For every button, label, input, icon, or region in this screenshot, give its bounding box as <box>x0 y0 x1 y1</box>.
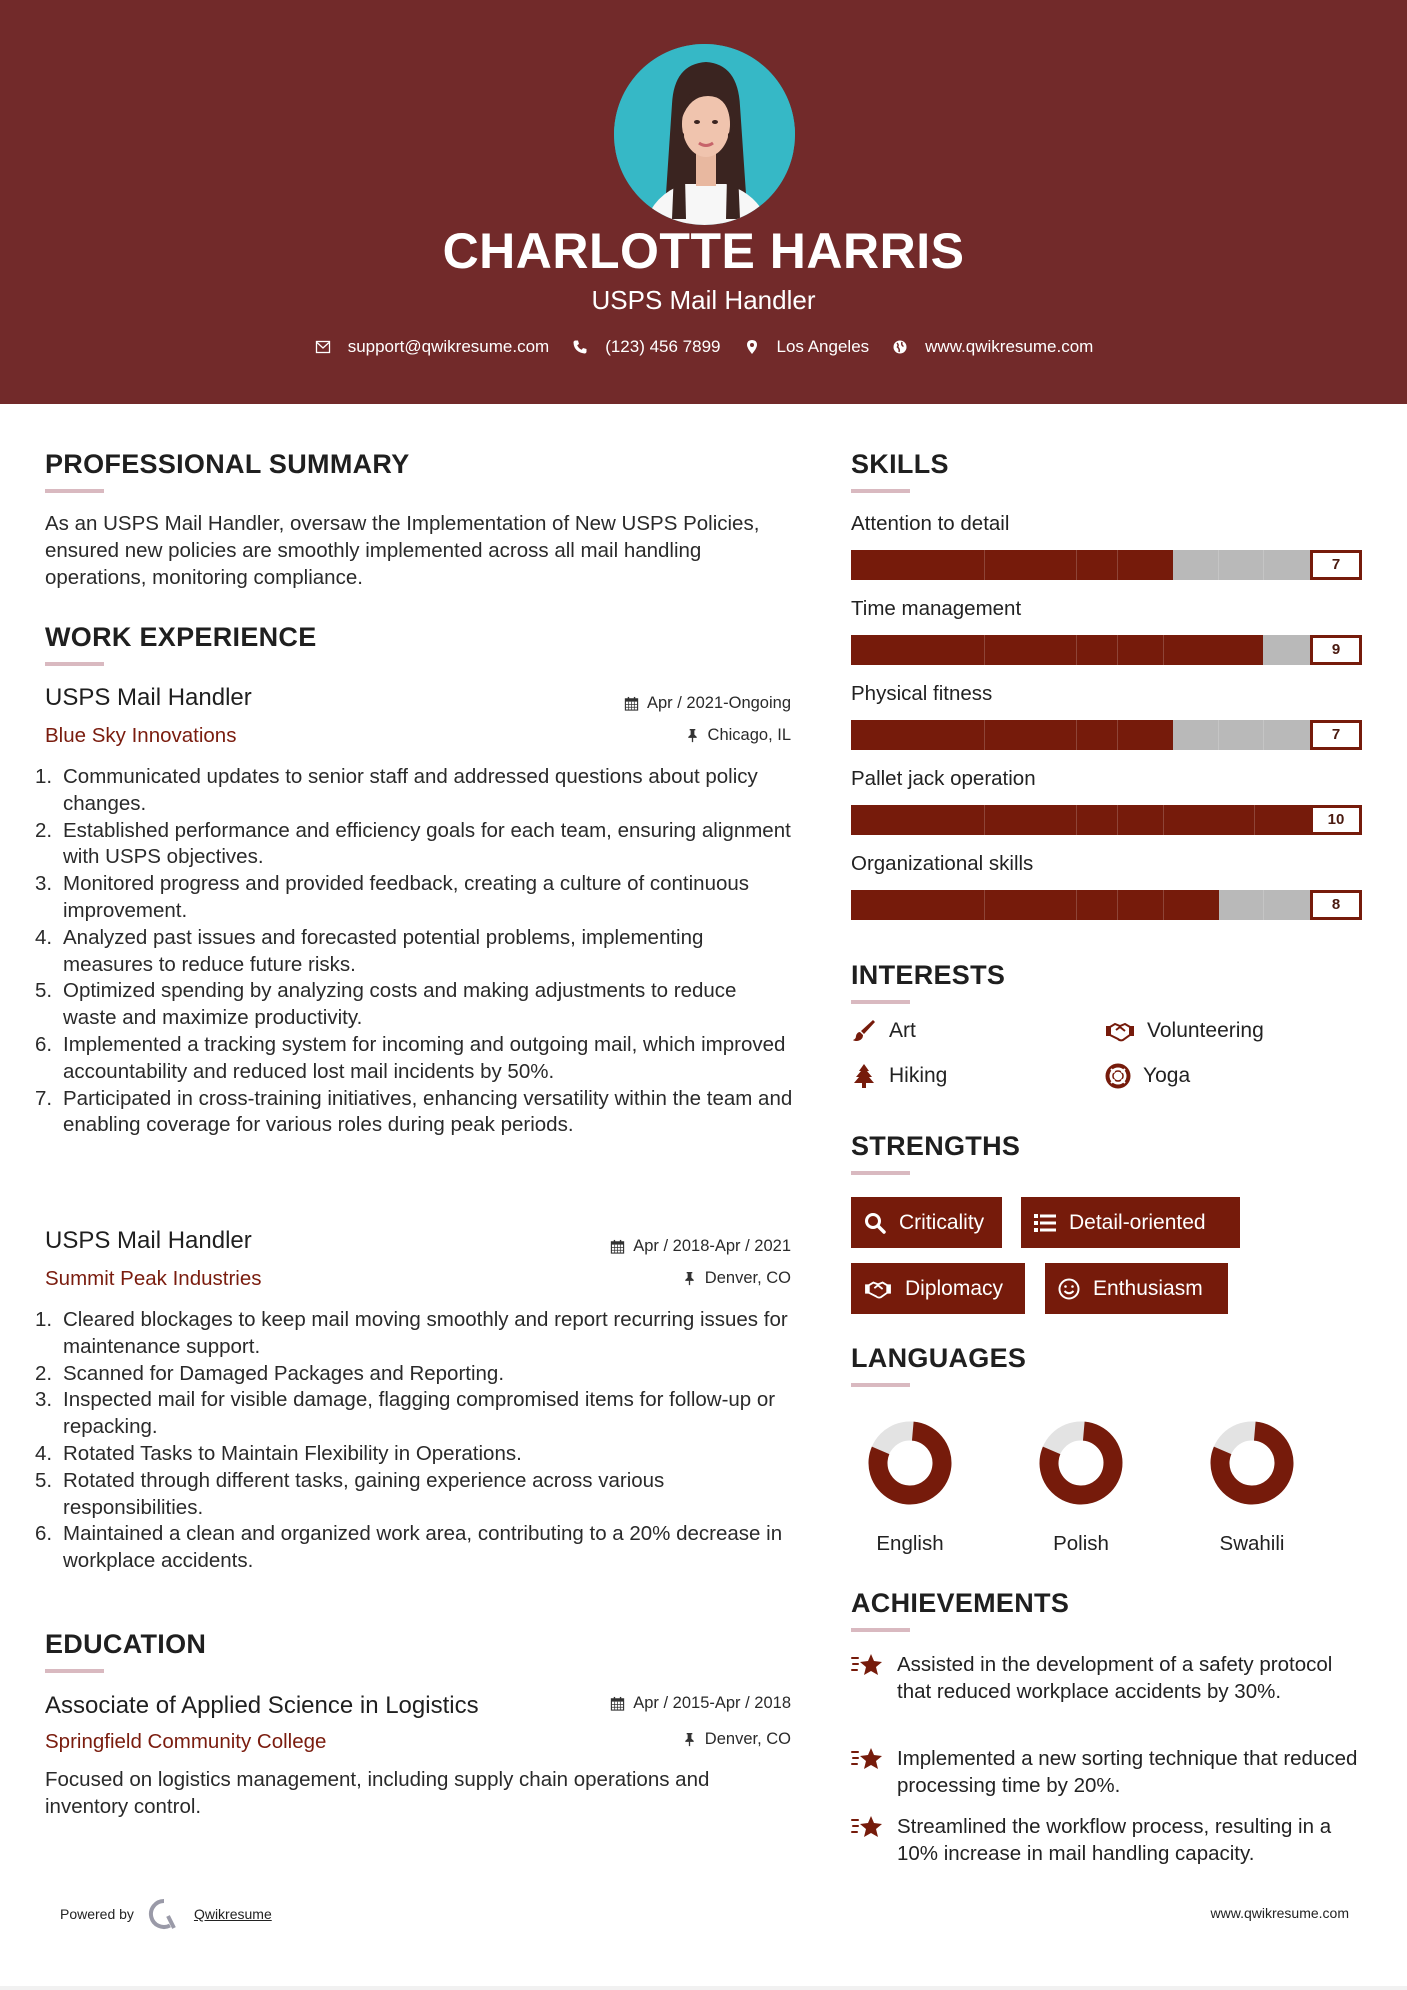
skill-value: 9 <box>1310 635 1362 665</box>
list-icon <box>1033 1211 1057 1235</box>
skill-bar-fill <box>851 550 1173 580</box>
interest-item: Hiking <box>851 1063 947 1089</box>
skill-label: Attention to detail <box>851 512 1010 535</box>
skill-bar <box>851 720 1362 750</box>
education-dates-text: Apr / 2015-Apr / 2018 <box>633 1694 791 1712</box>
education-dates <box>610 1694 791 1713</box>
skill-label: Pallet jack operation <box>851 767 1036 790</box>
language-item: Swahili <box>1192 1420 1312 1556</box>
email-text: support@qwikresume.com <box>347 337 550 356</box>
pushpin-icon <box>682 1271 697 1286</box>
phone-text: (123) 456 7899 <box>605 337 721 356</box>
list-item: 6. Implemented a tracking system for incoming and outgoing mail, which improved accountability and reduced lost mail incidents by 50%. <box>35 1032 786 1083</box>
job-responsibilities <box>35 764 795 1139</box>
language-donut <box>1038 1420 1124 1506</box>
job-responsibilities <box>35 1307 795 1575</box>
language-donut <box>1209 1420 1295 1506</box>
globe-icon <box>891 338 909 356</box>
candidate-name: CHARLOTTE HARRIS <box>442 223 965 279</box>
list-item: 3. Monitored progress and provided feedback, creating a culture of continuous improvement. <box>35 872 750 922</box>
handshake-icon <box>863 1277 893 1301</box>
language-donut <box>867 1420 953 1506</box>
section-heading-summary: PROFESSIONAL SUMMARY <box>45 449 410 479</box>
contact-phone[interactable] <box>571 337 720 357</box>
portrait-illustration <box>614 44 795 225</box>
list-item: 7. Participated in cross-training initiatives, enhancing versatility within the team and enabling coverage for various roles during peak periods. <box>35 1086 793 1137</box>
language-item: Polish <box>1021 1420 1141 1556</box>
calendar-icon <box>610 1239 625 1254</box>
skill-bar <box>851 805 1362 835</box>
calendar-icon <box>610 1696 625 1711</box>
list-item: 3. Inspected mail for visible damage, flagging compromised items for follow-up or repacking. <box>35 1388 776 1439</box>
profile-photo <box>614 44 795 225</box>
footer-website[interactable]: www.qwikresume.com <box>1210 1905 1349 1921</box>
page-bottom-strip <box>0 1986 1407 1990</box>
list-item: 5. Rotated through different tasks, gaining experience across various responsibilities. <box>35 1468 665 1519</box>
map-marker-icon <box>743 338 761 356</box>
job-dates <box>610 1237 791 1256</box>
strength-chip: Enthusiasm <box>1045 1263 1228 1314</box>
section-heading-languages: LANGUAGES <box>851 1343 1027 1373</box>
section-heading-achievements: ACHIEVEMENTS <box>851 1588 1070 1618</box>
star-trophy-icon <box>851 1746 885 1774</box>
skill-bar <box>851 890 1362 920</box>
section-underline <box>45 1669 104 1673</box>
section-heading-strengths: STRENGTHS <box>851 1131 1021 1161</box>
list-item: 4. Rotated Tasks to Maintain Flexibility in Operations. <box>35 1441 522 1465</box>
phone-icon <box>571 338 589 356</box>
calendar-icon <box>624 696 639 711</box>
strength-chip: Diplomacy <box>851 1263 1025 1314</box>
qwikresume-logo-icon <box>148 1898 180 1930</box>
job-title: USPS Mail Handler <box>45 684 252 711</box>
section-underline <box>851 1171 910 1175</box>
strength-chip: Detail-oriented <box>1021 1197 1240 1248</box>
contact-row <box>0 337 1407 357</box>
job-location <box>682 1269 791 1288</box>
school-name: Springfield Community College <box>45 1730 327 1753</box>
skill-value: 8 <box>1310 890 1362 920</box>
job-dates <box>624 694 791 713</box>
achievement-item: Implemented a new sorting technique that reduced processing time by 20%. <box>851 1745 1371 1799</box>
summary-text: As an USPS Mail Handler, oversaw the Implementation of New USPS Policies, ensured new policies are smoothly implemented across all mail handling operations, monitoring compliance. <box>45 512 760 589</box>
skill-value: 7 <box>1310 720 1362 750</box>
skill-value: 10 <box>1310 805 1362 835</box>
strength-chip: Criticality <box>851 1197 1002 1248</box>
website-text: www.qwikresume.com <box>925 337 1094 356</box>
language-item: English <box>850 1420 970 1556</box>
contact-website[interactable] <box>891 337 1093 357</box>
section-underline <box>851 1628 910 1632</box>
achievement-item: Assisted in the development of a safety protocol that reduced workplace accidents by 30%. <box>851 1651 1371 1705</box>
candidate-title: USPS Mail Handler <box>591 285 816 315</box>
pushpin-icon <box>685 728 700 743</box>
job-company: Blue Sky Innovations <box>45 724 237 747</box>
skill-bar-fill <box>851 805 1362 835</box>
section-heading-education: EDUCATION <box>45 1629 207 1659</box>
job-location <box>685 726 791 745</box>
education-location-text: Denver, CO <box>704 1730 791 1748</box>
section-underline <box>851 1383 910 1387</box>
skill-bar-fill <box>851 720 1173 750</box>
job-location-text: Denver, CO <box>704 1269 791 1287</box>
paintbrush-icon <box>851 1018 877 1044</box>
section-underline <box>45 662 104 666</box>
smile-icon <box>1057 1277 1081 1301</box>
powered-by-text: Powered by <box>60 1906 134 1922</box>
tree-icon <box>851 1063 877 1089</box>
list-item: 5. Optimized spending by analyzing costs and making adjustments to reduce waste and maximize productivity. <box>35 979 737 1030</box>
section-heading-skills: SKILLS <box>851 449 949 479</box>
contact-email[interactable] <box>314 337 550 357</box>
job-dates-text: Apr / 2018-Apr / 2021 <box>633 1237 791 1255</box>
handshake-icon <box>1105 1018 1135 1044</box>
section-underline <box>851 489 910 493</box>
list-item: 2. Scanned for Damaged Packages and Reporting. <box>35 1361 505 1385</box>
list-item: 4. Analyzed past issues and forecasted potential problems, implementing measures to reduce future risks. <box>35 925 704 976</box>
skill-bar <box>851 550 1362 580</box>
interest-item: Art <box>851 1018 916 1044</box>
skill-label: Time management <box>851 597 1022 620</box>
job-company: Summit Peak Industries <box>45 1267 262 1290</box>
section-underline <box>851 1000 910 1004</box>
section-heading-interests: INTERESTS <box>851 960 1006 990</box>
achievement-item: Streamlined the workflow process, resulting in a 10% increase in mail handling capacity. <box>851 1813 1371 1867</box>
degree-title: Associate of Applied Science in Logistics <box>45 1692 479 1719</box>
job-title: USPS Mail Handler <box>45 1227 252 1254</box>
contact-location <box>743 337 870 357</box>
list-item: 1. Cleared blockages to keep mail moving smoothly and report recurring issues for maintenance support. <box>35 1308 788 1358</box>
section-heading-experience: WORK EXPERIENCE <box>45 622 317 652</box>
skill-label: Organizational skills <box>851 852 1034 875</box>
star-trophy-icon <box>851 1814 885 1842</box>
job-dates-text: Apr / 2021-Ongoing <box>646 694 791 712</box>
job-location-text: Chicago, IL <box>707 726 791 744</box>
resume-header <box>0 0 1407 404</box>
life-ring-icon <box>1105 1063 1131 1089</box>
envelope-icon <box>314 338 332 356</box>
search-icon <box>863 1211 887 1235</box>
interest-item: Volunteering <box>1105 1018 1264 1044</box>
list-item: 1. Communicated updates to senior staff and addressed questions about policy changes. <box>35 765 758 815</box>
qwikresume-link[interactable]: Qwikresume <box>193 1906 272 1922</box>
section-underline <box>45 489 104 493</box>
list-item: 6. Maintained a clean and organized work area, contributing to a 20% decrease in workplace accidents. <box>35 1522 783 1573</box>
star-trophy-icon <box>851 1652 885 1680</box>
pushpin-icon <box>682 1732 697 1747</box>
education-location <box>682 1730 791 1749</box>
skill-value: 7 <box>1310 550 1362 580</box>
skill-bar-fill <box>851 635 1263 665</box>
education-description: Focused on logistics management, including supply chain operations and inventory control. <box>45 1768 710 1818</box>
location-text: Los Angeles <box>776 337 870 356</box>
skill-label: Physical fitness <box>851 682 993 705</box>
skill-bar <box>851 635 1362 665</box>
interest-item: Yoga <box>1105 1063 1190 1089</box>
list-item: 2. Established performance and efficiency goals for each team, ensuring alignment with USPS objectives. <box>35 818 791 869</box>
footer-powered-by <box>60 1898 272 1930</box>
